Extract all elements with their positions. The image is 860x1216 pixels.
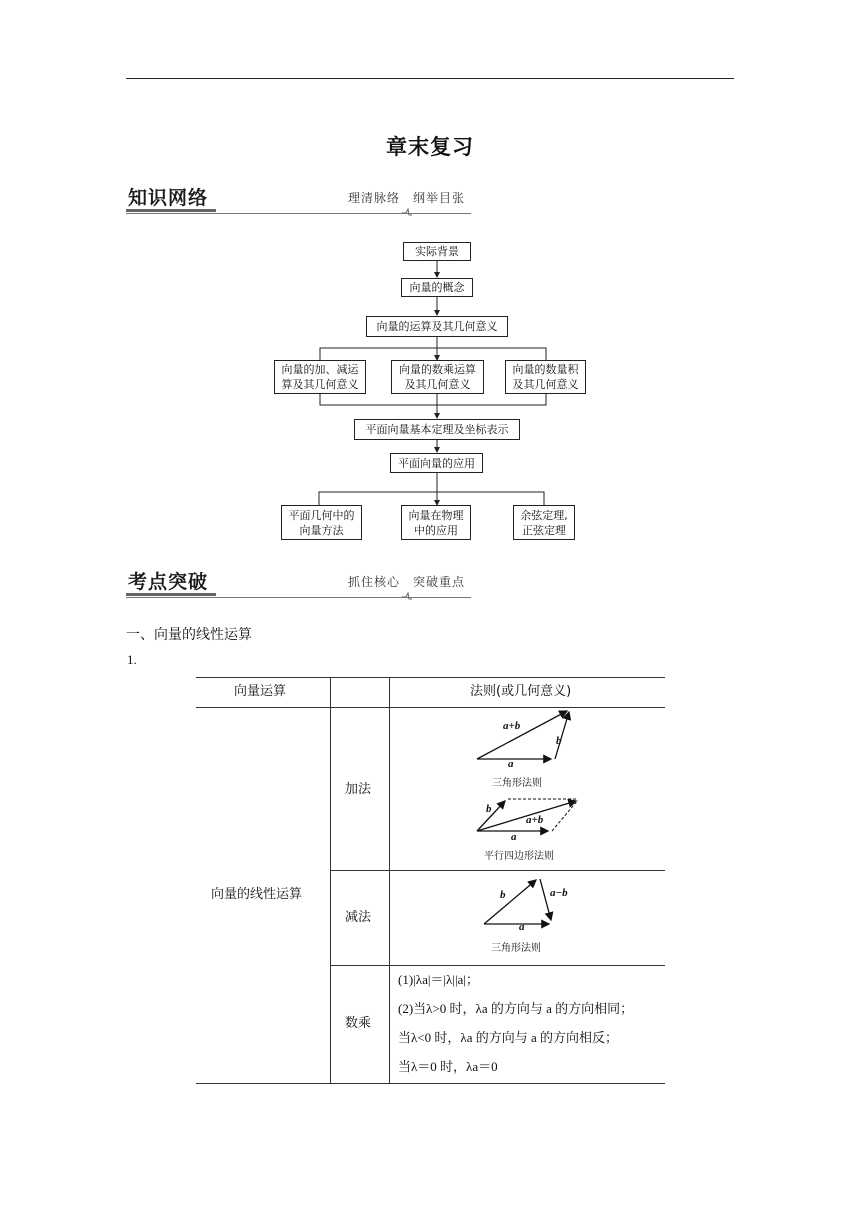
flow-node-sine-cosine: 余弦定理, 正弦定理 — [513, 505, 575, 540]
vector-label: b — [486, 803, 492, 815]
table-column-rule — [330, 677, 331, 1084]
section-subtitle: 抓住核心 突破重点 — [348, 575, 466, 589]
table-rule — [330, 870, 665, 871]
section-title-bar — [126, 593, 216, 596]
figure-caption: 三角形法则 — [492, 778, 542, 789]
vector-label: a+b — [526, 814, 544, 826]
table-op-subtract: 减法 — [345, 910, 372, 925]
section-notch-icon — [402, 592, 412, 600]
vector-label: b — [500, 889, 506, 901]
page-title: 章末复习 — [386, 135, 474, 159]
scalar-rule-line: (2)当λ>0 时，λa 的方向与 a 的方向相同； — [398, 1001, 634, 1016]
vector-label: a−b — [550, 887, 568, 899]
section-subtitle: 理清脉络 纲举目张 — [348, 191, 466, 205]
table-column-rule — [389, 677, 390, 1084]
table-op-add: 加法 — [345, 782, 372, 797]
table-rule — [196, 677, 665, 678]
table-header-rule: 法则(或几何意义) — [470, 684, 572, 699]
flow-node-scalar-multiply: 向量的数乘运算 及其几何意义 — [391, 360, 484, 394]
section-title: 知识网络 — [128, 187, 209, 209]
flow-node-physics: 向量在物理 中的应用 — [401, 505, 471, 540]
flow-node-operations: 向量的运算及其几何意义 — [366, 316, 508, 337]
triangle-rule-addition-figure — [471, 705, 581, 765]
vector-label: a — [519, 921, 525, 933]
figure-caption: 平行四边形法则 — [484, 851, 554, 862]
flow-node-dot-product: 向量的数量积 及其几何意义 — [505, 360, 586, 394]
vector-label: b — [556, 735, 562, 747]
section-header-key-points — [126, 567, 471, 601]
flow-node-plane-geometry: 平面几何中的 向量方法 — [281, 505, 362, 540]
flow-node-add-subtract: 向量的加、减运 算及其几何意义 — [274, 360, 366, 394]
flow-node-applications: 平面向量的应用 — [390, 453, 483, 473]
item-number: 1. — [127, 652, 137, 667]
flow-node-concept: 向量的概念 — [401, 278, 473, 297]
linear-operations-table — [196, 677, 665, 1084]
figure-caption: 三角形法则 — [491, 943, 541, 954]
sub-heading: 一、向量的线性运算 — [126, 627, 252, 643]
section-underline — [126, 597, 471, 598]
vector-label: a — [508, 758, 514, 770]
table-header-operation: 向量运算 — [234, 684, 287, 699]
scalar-rule-line: 当λ＝0 时，λa＝0 — [398, 1059, 498, 1074]
vector-label: a+b — [503, 720, 521, 732]
table-rule — [330, 965, 665, 966]
table-op-scalar: 数乘 — [345, 1016, 372, 1031]
table-group-label: 向量的线性运算 — [211, 887, 303, 902]
vector-label: a — [511, 831, 517, 843]
table-rule — [196, 707, 665, 708]
scalar-rule-line: 当λ<0 时，λa 的方向与 a 的方向相反； — [398, 1030, 618, 1045]
table-rule — [196, 1083, 665, 1084]
flow-node-background: 实际背景 — [403, 242, 471, 261]
scalar-rule-line: (1)|λa|＝|λ||a|； — [398, 972, 479, 987]
section-title: 考点突破 — [128, 571, 209, 593]
flow-node-basis-theorem: 平面向量基本定理及坐标表示 — [354, 419, 520, 440]
